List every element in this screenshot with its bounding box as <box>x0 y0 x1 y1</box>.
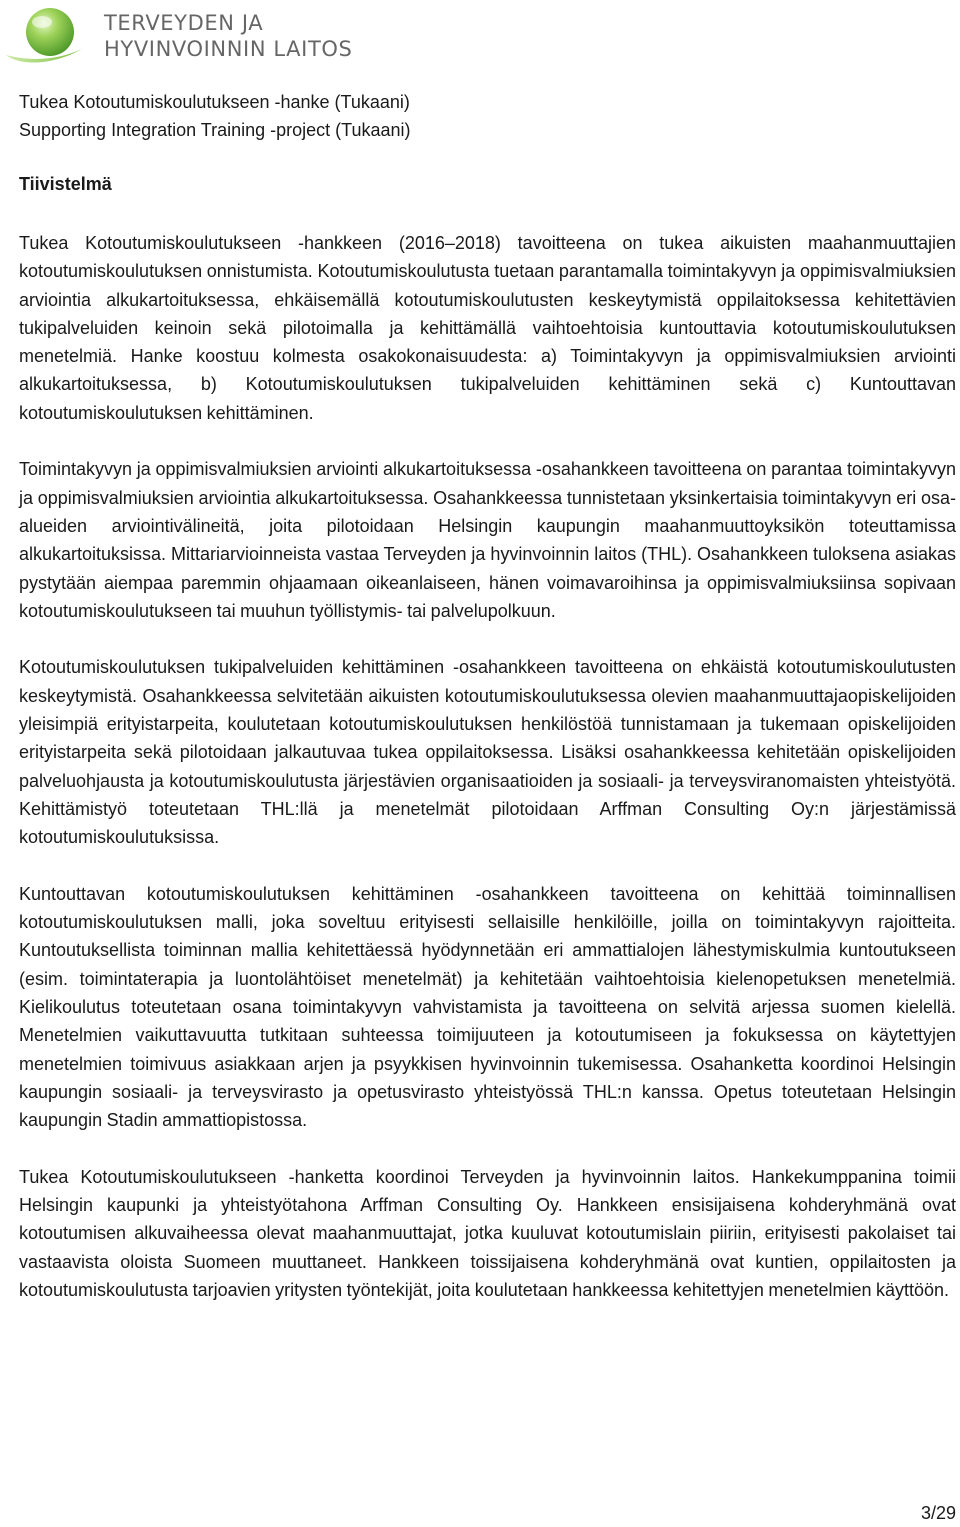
section-heading: Tiivistelmä <box>19 174 112 194</box>
thl-header <box>4 4 352 68</box>
paragraph-4: Kuntouttavan kotoutumiskoulutuksen kehittäminen -osahankkeen tavoitteena on kehittää toiminnallisen kotoutumiskoulutuksen malli, joka soveltuu erityisesti sellaisille henkilöille, joilla on toimintakyvyn rajoitteita. Kuntoutuksellista toiminnan mallia kehitettäessä hyödynnetään eri ammattialojen lähestymiskulmia kuntoutukseen (esim. toimintaterapia ja luontolähtöiset menetelmät) ja kehitetään vaihtoehtoisia kielenopetuksen menetelmiä. Kielikoulutus toteutetaan osana toimintakyvyn vahvistamista ja tavoitteena on selvitä arjessa suomen kielellä. Menetelmien vaikuttavuutta tutkitaan suhteessa toimijuuteen ja kotoutumiseen ja fokuksessa on käytettyjen menetelmien toimivuus asiakkaan arjen ja psyykkisen hyvinvoinnin tukemisessa. Osahanketta koordinoi Helsingin kaupungin sosiaali- ja terveysvirasto ja opetusvirasto yhteistyössä THL:n kanssa. Opetus toteutetaan Helsingin kaupungin Stadin ammattiopistossa. <box>19 883 956 1131</box>
document-titles <box>19 88 941 144</box>
logo-line-1: TERVEYDEN JA <box>104 11 264 35</box>
paragraph-2: Toimintakyvyn ja oppimisvalmiuksien arviointi alkukartoituksessa -osahankkeen tavoitteena on parantaa toimintakyvyn ja oppimisvalmiuksien arviointia alkukartoituksessa. Osahankkeessa tunnistetaan yksinkertaisia toimintakyvyn eri osa-alueiden arviointivälineitä, joita pilotoidaan Helsingin kaupungin maahanmuuttoyksikön toteuttamissa alkukartoituksissa. Mittariarvioinneista vastaa Terveyden ja hyvinvoinnin laitos (THL). Osahankkeen tuloksena asiakas pystytään aiempaa paremmin ohjaamaan oikeanlaiseen, hänen voimavaroihinsa ja oppimisvalmiuksiinsa sopivaan kotoutumiskoulutukseen tai muuhun työllistymis- tai palvelupolkuun. <box>19 459 956 621</box>
paragraph-5: Tukea Kotoutumiskoulutukseen -hanketta koordinoi Terveyden ja hyvinvoinnin laitos. Hankekumppanina toimii Helsingin kaupunki ja yhteistyötahona Arffman Consulting Oy. Hankkeen ensisijaisena kohderyhmänä ovat kotoutumisen alkuvaiheessa olevat maahanmuuttajat, jotka kuuluvat kotoutumislain piiriin, erityisesti pakolaiset tai vastaavista oloista Suomeen muuttaneet. Hankkeen toissijaisena kohderyhmänä ovat kuntien, oppilaitosten ja kotoutumiskoulutusta tarjoavien yritysten työntekijät, joita koulutetaan hankkeessa kehitettyjen menetelmien käyttöön. <box>19 1166 956 1300</box>
logo-wordmark <box>104 10 352 62</box>
page-number: 3/29 <box>920 1503 956 1523</box>
title-finnish: Tukea Kotoutumiskoulutukseen -hanke (Tukaani) <box>19 92 410 112</box>
title-english: Supporting Integration Training -project (Tukaani) <box>19 120 411 140</box>
thl-logo-icon <box>4 5 86 67</box>
paragraph-3: Kotoutumiskoulutuksen tukipalveluiden kehittäminen -osahankkeen tavoitteena on ehkäistä kotoutumiskoulutusten keskeytymistä. Osahankkeessa selvitetään aikuisten kotoutumiskoulutuksessa olevien maahanmuuttajaopiskelijoiden yleisimpiä erityistarpeita, koulutetaan kotoutumiskoulutuksen henkilöstöä tunnistamaan ja tukemaan opiskelijoiden erityistarpeita sekä pilotoidaan jalkautuvaa tukea oppilaitoksessa. Lisäksi osahankkeessa kehitetään opiskelijoiden palveluohjausta ja kotoutumiskoulutusta järjestävien organisaatioiden ja sosiaali- ja terveysviranomaisten yhteistyötä. Kehittämistyö toteutetaan THL:llä ja menetelmät pilotoidaan Arffman Consulting Oy:n järjestämissä kotoutumiskoulutuksissa. <box>19 657 956 848</box>
logo-line-2: HYVINVOINNIN LAITOS <box>104 37 353 61</box>
paragraph-1: Tukea Kotoutumiskoulutukseen -hankkeen (2016–2018) tavoitteena on tukea aikuisten maahanmuuttajien kotoutumiskoulutuksen onnistumista. Kotoutumiskoulutusta tuetaan parantamalla toimintakyvyn ja oppimisvalmiuksien arviointia alkukartoituksessa, ehkäisemällä kotoutumiskoulutusten keskeytymistä oppilaitoksessa kehitettävien tukipalveluiden keinoin sekä pilotoimalla ja kehittämällä vaihtoehtoisia kuntouttavia kotoutumiskoulutuksen menetelmiä. Hanke koostuu kolmesta osakokonaisuudesta: a) Toimintakyvyn ja oppimisvalmiuksien arviointi alkukartoituksessa, b) Kotoutumiskoulutuksen tukipalveluiden kehittäminen sekä c) Kuntouttavan kotoutumiskoulutuksen kehittäminen. <box>19 233 956 423</box>
abstract-body <box>19 229 956 1304</box>
